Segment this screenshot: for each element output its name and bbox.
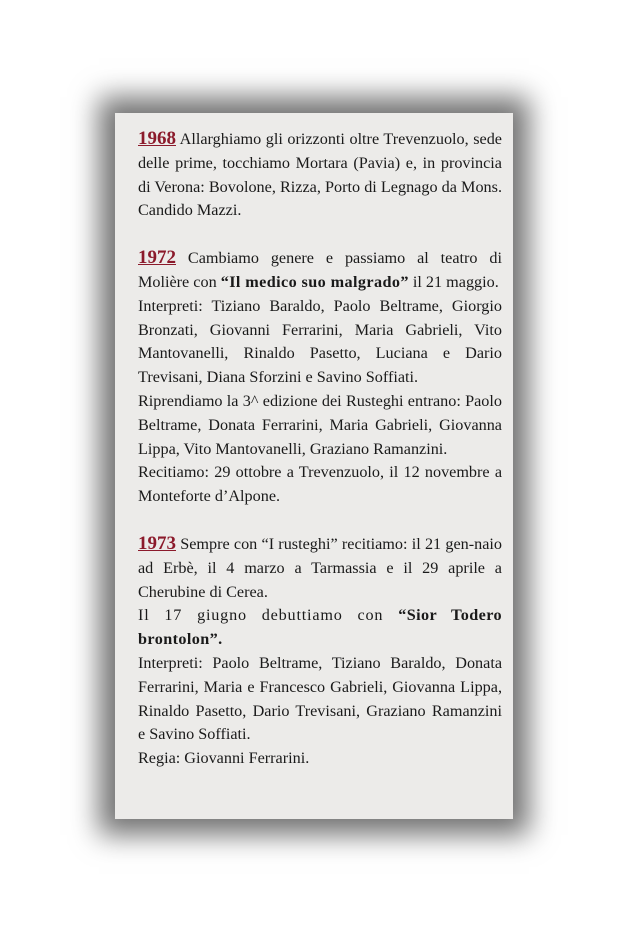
year-heading: 1973	[138, 532, 176, 554]
entry-1972	[138, 246, 502, 509]
cast-paragraph: Interpreti: Paolo Beltrame, Tiziano Baraldo, Donata Ferrarini, Maria e Francesco Gabrieli, Giovanna Lippa, Rinaldo Pasetto, Dario Trevisani, Graziano Ramanzini e Savino Soffiati.	[138, 653, 502, 744]
debut-paragraph	[138, 604, 502, 652]
page-text	[138, 127, 502, 794]
play-title: “Sior Todero brontolon”.	[138, 606, 502, 649]
entry-1968-paragraph	[138, 127, 502, 223]
performances-paragraph: Recitiamo: 29 ottobre a Trevenzuolo, il 12 novembre a Monteforte d’Alpone.	[138, 463, 502, 506]
debut-text: Il 17 giugno debuttiamo con	[138, 606, 399, 625]
intro-text-end: il 21 maggio.	[408, 272, 499, 291]
play-title: “Il medico suo malgrado”	[220, 272, 409, 291]
year-heading: 1968	[138, 128, 176, 149]
entry-1972-intro	[138, 246, 502, 295]
entry-1973-intro	[138, 532, 502, 604]
cast-paragraph: Interpreti: Tiziano Baraldo, Paolo Beltrame, Giorgio Bronzati, Giovanni Ferrarini, Maria Gabrieli, Vito Mantovanelli, Rinaldo Pasetto, Luciana e Dario Trevisani, Diana Sforzini e Savino Soffiati.	[138, 296, 502, 387]
entry-1968	[138, 127, 502, 223]
revival-paragraph: Riprendiamo la 3^ edizione dei Rusteghi entrano: Paolo Beltrame, Donata Ferrarini, Maria Gabrieli, Giovanna Lippa, Vito Mantovanelli, Graziano Ramanzini.	[138, 391, 502, 458]
intro-text: Cambiamo genere e passiamo al teatro di Molière con	[138, 249, 502, 291]
intro-text: Sempre con “I rusteghi” recitiamo: il 21 gen-naio ad Erbè, il 4 marzo a Tarmassia e il 29 aprile a Cherubine di Cerea.	[138, 534, 502, 601]
paragraph-text: Allarghiamo gli orizzonti oltre Trevenzuolo, sede delle prime, tocchiamo Mortara (Pavia) e, in provincia di Verona: Bovolone, Rizza, Porto di Legnago da Mons. Candido Mazzi.	[138, 130, 502, 220]
direction-paragraph: Regia: Giovanni Ferrarini.	[138, 749, 310, 768]
year-heading: 1972	[138, 247, 176, 269]
document-page	[115, 113, 513, 819]
entry-1973	[138, 532, 502, 771]
